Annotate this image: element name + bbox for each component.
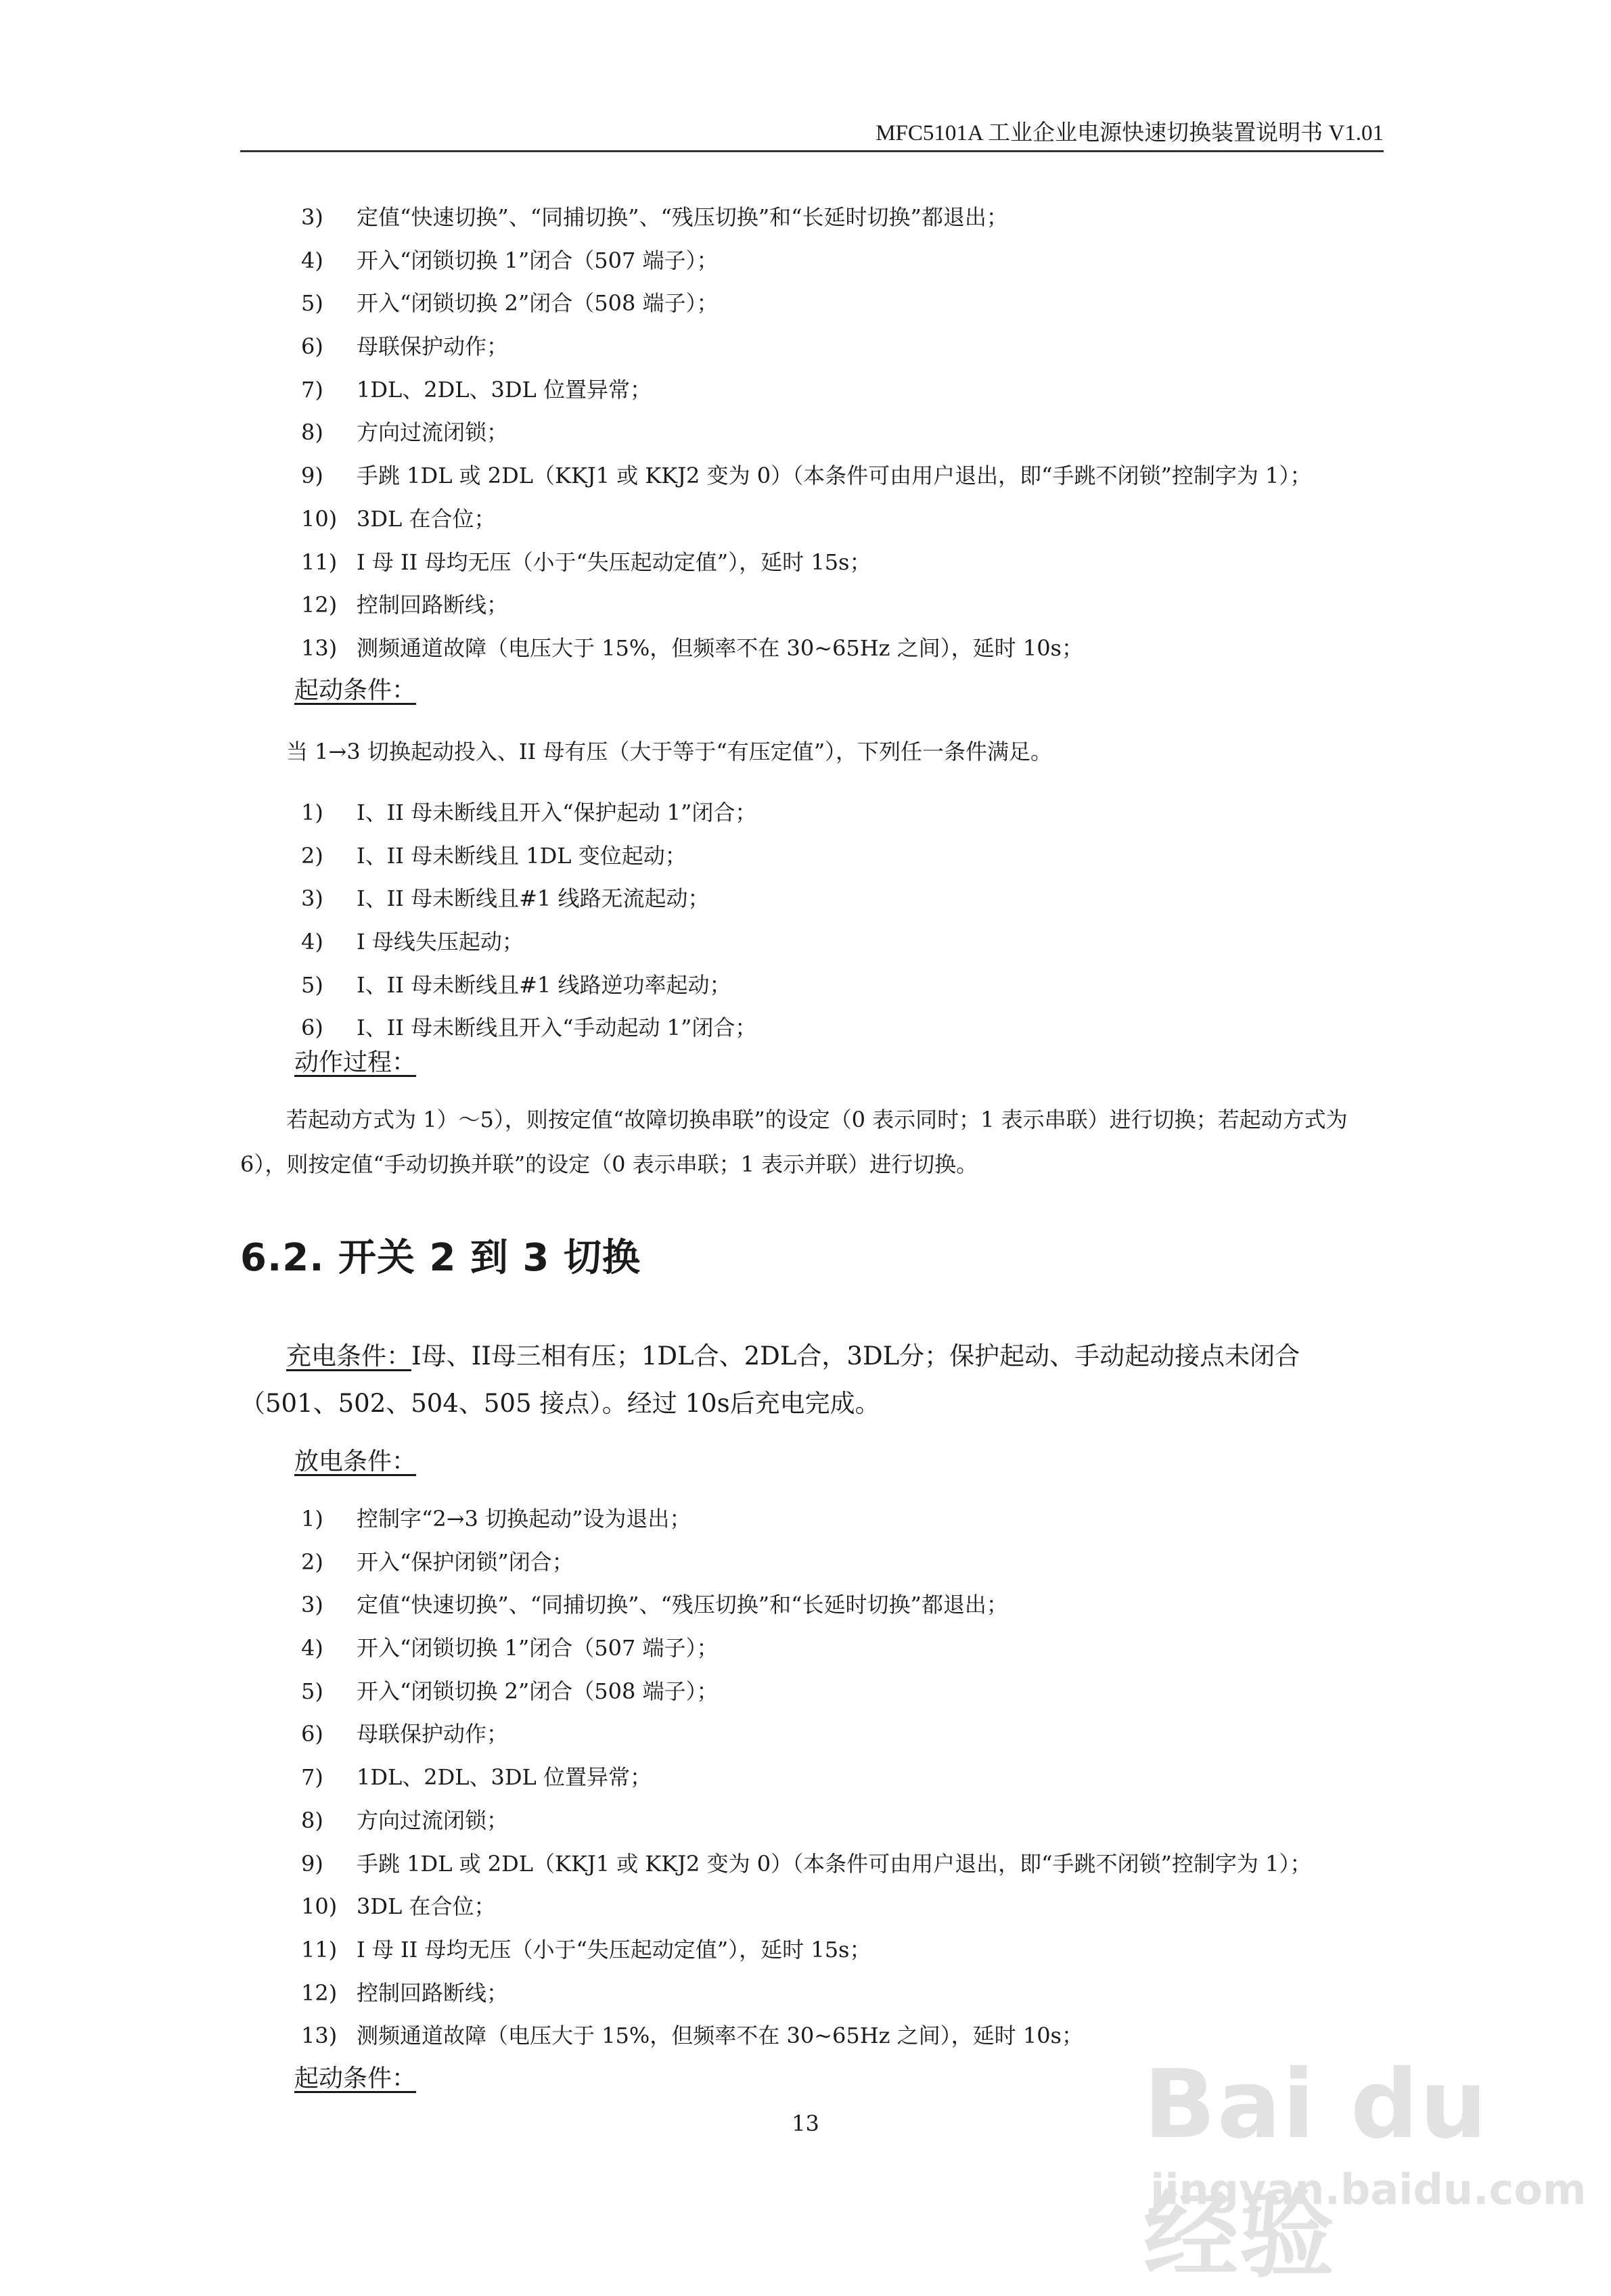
page-number: 13	[792, 2111, 819, 2136]
list-item	[240, 369, 1377, 412]
list-item-text: 开入“闭锁切换 2”闭合（508 端子）；	[357, 290, 719, 317]
charge-conditions	[240, 1333, 1377, 1427]
list-item-text: 手跳 1DL 或 2DL（KKJ1 或 KKJ2 变为 0）（本条件可由用户退出，即“手跳不闭锁”控制字为 1）；	[357, 463, 1312, 489]
list-item-text: 母联保护动作；	[357, 1721, 509, 1747]
start-conditions-intro: 当 1→3 切换起动投入、II 母有压（大于等于“有压定值”），下列任一条件满足。	[286, 739, 1053, 764]
list-item-number: 11)	[301, 549, 338, 575]
watermark-logo-icon: Bai du 经验	[1143, 2050, 1489, 2291]
start-conditions-heading: 起动条件：	[294, 676, 417, 704]
list-item	[240, 835, 1377, 878]
list-item	[240, 921, 1377, 964]
list-item-number: 12)	[301, 592, 338, 618]
list-item-text: 方向过流闭锁；	[357, 1807, 509, 1833]
list-item	[240, 1929, 1377, 1972]
list-item-number: 3)	[301, 886, 323, 912]
list-item	[240, 791, 1377, 835]
list-item	[240, 1498, 1377, 1541]
list-item-number: 1)	[301, 1506, 323, 1532]
list-item-number: 12)	[301, 1979, 338, 2006]
list-item-number: 7)	[301, 376, 323, 403]
list-item-number: 2)	[301, 1548, 323, 1575]
list-item-number: 1)	[301, 800, 323, 825]
action-heading: 动作过程：	[294, 1049, 417, 1076]
charge-label: 充电条件：	[286, 1341, 411, 1371]
list-item-text: 定值“快速切换”、“同捕切换”、“残压切换”和“长延时切换”都退出；	[357, 204, 1008, 230]
list-item-number: 6)	[301, 1721, 323, 1747]
list-item-number: 5)	[301, 1678, 323, 1704]
charge-text: I母、II母三相有压；1DL合、2DL合，3DL分；保护起动、手动起动接点未闭合（501、502、504、505 接点）。经过 10s后充电完成。	[240, 1341, 1300, 1418]
list-item-text: I、II 母未断线且开入“手动起动 1”闭合；	[357, 1015, 757, 1041]
discharge-heading: 放电条件：	[294, 1448, 417, 1475]
section-title: 6.2. 开关 2 到 3 切换	[240, 1236, 641, 1280]
list-item-number: 9)	[301, 1850, 323, 1877]
list-item-number: 9)	[301, 463, 323, 489]
list-item-text: 控制回路断线；	[357, 592, 509, 618]
list-item	[240, 1972, 1377, 2015]
list-item-text: 3DL 在合位；	[357, 505, 496, 532]
list-item-number: 10)	[301, 1893, 338, 1920]
list-item-number: 5)	[301, 290, 323, 317]
list-item-text: 开入“保护闭锁”闭合；	[357, 1548, 574, 1575]
list-item-number: 13)	[301, 635, 338, 661]
list-item-number: 10)	[301, 505, 338, 532]
list-item-number: 3)	[301, 204, 323, 230]
list-item-number: 7)	[301, 1764, 323, 1791]
list-item-text: I、II 母未断线且开入“保护起动 1”闭合；	[357, 800, 757, 825]
list-item-text: I 母线失压起动；	[357, 929, 524, 955]
list-item-number: 4)	[301, 247, 323, 273]
list-item-text: 测频通道故障（电压大于 15%，但频率不在 30~65Hz 之间），延时 10s；	[357, 2023, 1083, 2049]
header-title: MFC5101A 工业企业电源快速切换装置说明书 V1.01	[876, 121, 1384, 145]
list-item	[240, 627, 1377, 670]
list-item-number: 5)	[301, 971, 323, 998]
list-item-text: I、II 母未断线且 1DL 变位起动；	[357, 842, 687, 869]
start-conditions-1	[240, 670, 1377, 1050]
list-item-number: 2)	[301, 842, 323, 869]
list-item-text: I 母 II 母均无压（小于“失压起动定值”），延时 15s；	[357, 549, 871, 575]
baidu-jingyan-watermark	[1143, 2050, 1587, 2291]
list-item	[240, 1799, 1377, 1843]
list-item	[240, 455, 1377, 498]
list-item-text: 控制回路断线；	[357, 1979, 509, 2006]
list-item-number: 6)	[301, 1015, 323, 1041]
action-text: 若起动方式为 1）～5），则按定值“故障切换串联”的设定（0 表示同时；1 表示串联）进行切换；若起动方式为 6），则按定值“手动切换并联”的设定（0 表示串联；1 表示并联）进行切换。	[240, 1107, 1348, 1177]
list-item-number: 13)	[301, 2023, 338, 2049]
list-item-text: 1DL、2DL、3DL 位置异常；	[357, 1764, 652, 1791]
list-item	[240, 498, 1377, 541]
list-item-text: 方向过流闭锁；	[357, 419, 509, 446]
list-item	[240, 584, 1377, 627]
list-item-text: 测频通道故障（电压大于 15%，但频率不在 30~65Hz 之间），延时 10s；	[357, 635, 1083, 661]
list-item-text: 开入“闭锁切换 1”闭合（507 端子）；	[357, 1635, 719, 1661]
list-item-text: 手跳 1DL 或 2DL（KKJ1 或 KKJ2 变为 0）（本条件可由用户退出，即“手跳不闭锁”控制字为 1）；	[357, 1850, 1312, 1877]
list-item-text: 母联保护动作；	[357, 334, 509, 360]
list-item-text: 控制字“2→3 切换起动”设为退出；	[357, 1506, 691, 1532]
list-item	[240, 1627, 1377, 1670]
list-item	[240, 1713, 1377, 1756]
discharge-conditions	[240, 1441, 1377, 2100]
running-header	[240, 115, 1384, 152]
list-item-text: 开入“闭锁切换 1”闭合（507 端子）；	[357, 247, 719, 273]
list-item	[240, 1541, 1377, 1584]
list-item	[240, 1843, 1377, 1886]
list-item-number: 8)	[301, 419, 323, 446]
list-item	[240, 541, 1377, 584]
list-item	[240, 411, 1377, 455]
watermark-url: jingyan.baidu.com	[1150, 2165, 1587, 2214]
list-item	[240, 196, 1377, 239]
list-item-text: I 母 II 母均无压（小于“失压起动定值”），延时 15s；	[357, 1936, 871, 1962]
list-item	[240, 1584, 1377, 1627]
action-process	[240, 1042, 1377, 1187]
list-item-text: 3DL 在合位；	[357, 1893, 496, 1920]
list-item-number: 11)	[301, 1936, 338, 1962]
list-item	[240, 1670, 1377, 1714]
charge-paragraph	[240, 1333, 1377, 1427]
list-item-number: 3)	[301, 1592, 323, 1618]
list-item-number: 4)	[301, 1635, 323, 1661]
list-item	[240, 239, 1377, 283]
list-item-text: I、II 母未断线且#1 线路逆功率起动；	[357, 971, 731, 998]
list-item	[240, 877, 1377, 921]
list-item	[240, 1756, 1377, 1799]
blocking-conditions-list-1	[240, 196, 1377, 670]
list-item	[240, 325, 1377, 369]
list-item	[240, 964, 1377, 1007]
list-item-text: I、II 母未断线且#1 线路无流起动；	[357, 886, 710, 912]
list-item-text: 定值“快速切换”、“同捕切换”、“残压切换”和“长延时切换”都退出；	[357, 1592, 1008, 1618]
list-item-number: 6)	[301, 334, 323, 360]
list-item-number: 4)	[301, 929, 323, 955]
list-item-text: 开入“闭锁切换 2”闭合（508 端子）；	[357, 1678, 719, 1704]
list-item-number: 8)	[301, 1807, 323, 1833]
list-item	[240, 1885, 1377, 1929]
list-item	[240, 282, 1377, 325]
start-conditions-heading-2: 起动条件：	[294, 2064, 417, 2092]
list-item-text: 1DL、2DL、3DL 位置异常；	[357, 376, 652, 403]
